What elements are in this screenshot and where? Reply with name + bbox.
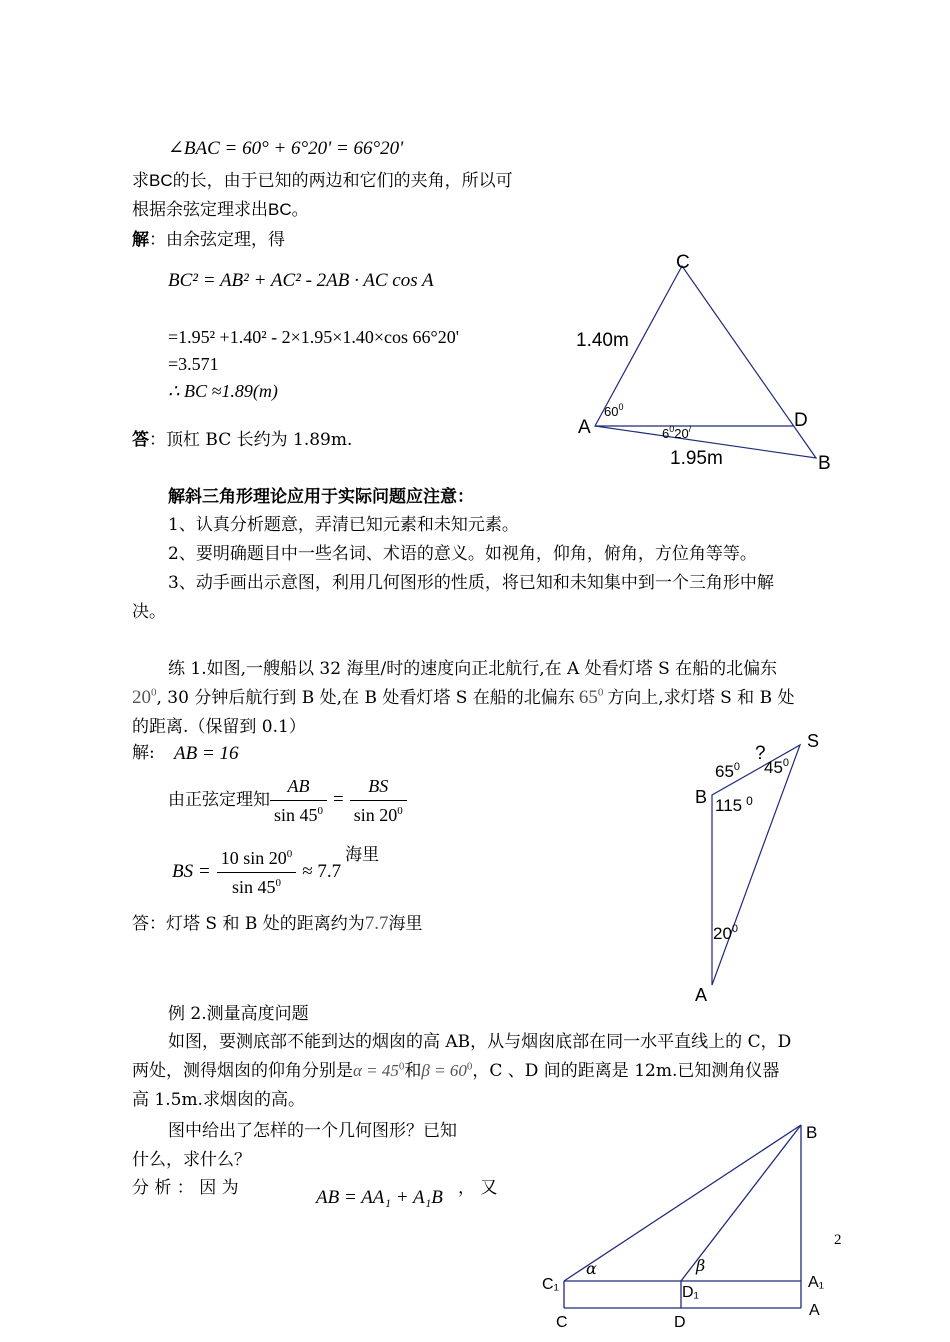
triangle-abc <box>595 266 816 458</box>
angle-equation <box>168 137 403 160</box>
point-a1-label: A₁ <box>808 1274 825 1291</box>
solution-label: 解: <box>132 743 155 763</box>
angle-45-label: $45^0$ <box>764 757 790 777</box>
cosine-law-equation: BC² = AB² + AC² - 2AB · AC cos A <box>168 270 434 291</box>
notes-title: 解斜三角形理论应用于实际问题应注意： <box>168 487 474 506</box>
example-line: 高 1.5m.求烟囱的高。 <box>132 1090 305 1110</box>
bs-approx: ≈ 7.7 <box>302 861 342 882</box>
angle-equation-text: ∠BAC = 60° + 6°20' = 66°20' <box>168 138 404 159</box>
lighthouse-figure <box>685 725 845 1010</box>
alpha-value: $\alpha = 45^0$ <box>353 1060 405 1080</box>
fraction-bs-value: $\frac{10 \sin 20^0}{\sin 45^0}$ <box>217 846 297 899</box>
angle-20: $20^0$ <box>132 686 157 708</box>
point-a-label: A <box>809 1302 820 1319</box>
angle-65: $65^0$ <box>578 686 604 708</box>
example-line: 如图，要测底部不能到达的烟囱的高 AB，从与烟囱底部在同一水平直线上的 C，D <box>168 1032 792 1052</box>
point-d-label: D <box>674 1314 686 1331</box>
angle-d-label: $6^020^/$ <box>662 424 692 441</box>
exercise-line: $20^0$, 30 分钟后航行到 B 处,在 B 处看灯塔 S 在船的北偏东 $65^0$ 方向上,求灯塔 S 和 B 处 <box>132 686 795 708</box>
side-ab-label: 1.95m <box>670 448 723 469</box>
angle-115-label: 115 $^0$ <box>715 794 753 815</box>
solution-label: 解 <box>132 230 149 250</box>
analysis-equation: AB = AA₁ + A₁B <box>316 1187 443 1208</box>
angle-20-label: $20^0$ <box>713 923 739 943</box>
sine-law-label: 由正弦定理知 <box>168 790 270 810</box>
analysis-text: ， 又 <box>458 1178 498 1198</box>
solution-heading <box>132 228 285 252</box>
bs-equation <box>172 843 379 901</box>
note-item: 2、要明确题目中一些名词、术语的意义。如视角，仰角，俯角，方位角等等。 <box>168 544 757 564</box>
vertex-d-label: D <box>794 410 808 431</box>
example-line: 两处，测得烟囱的仰角分别是$\alpha = 45^0$和$\beta = 60^0$，C 、D 间的距离是 12m.已知测角仪器 <box>132 1060 780 1081</box>
point-b-label: B <box>806 1123 818 1142</box>
note-item: 决。 <box>132 602 166 622</box>
beta-value: $\beta = 60^0$ <box>421 1060 473 1080</box>
sine-law-line: 由正弦定理知 $\frac{AB}{\sin 45^0}$ = $\frac{BS}{\sin 20^0}$ <box>168 772 407 828</box>
vertex-c-label: C <box>676 252 690 273</box>
bs-unit: 海里 <box>345 845 380 865</box>
line-c1-b <box>564 1125 801 1281</box>
unknown-angle-label: ? <box>755 743 766 764</box>
vertex-b-label: B <box>818 453 831 474</box>
exercise-line: 练 1.如图,一艘船以 32 海里/时的速度向正北航行,在 A 处看灯塔 S 在船的北偏东 <box>168 659 778 679</box>
calc-line: =3.571 <box>168 354 219 374</box>
vertex-a-label: A <box>578 417 591 438</box>
fraction-ab: $\frac{AB}{\sin 45^0}$ <box>270 774 327 827</box>
point-c-label: C <box>556 1314 568 1331</box>
vertex-s-label: S <box>807 731 820 751</box>
page-number: 2 <box>834 1232 842 1248</box>
point-c1-label: C₁ <box>542 1276 559 1293</box>
fraction-bs: $\frac{BS}{\sin 20^0}$ <box>350 774 407 827</box>
point-d1-label: D₁ <box>682 1284 699 1301</box>
bs-lhs: BS = <box>172 861 211 882</box>
text-line: 求BC的长，由于已知的两边和它们的夹角，所以可 <box>132 171 513 190</box>
note-item: 3、动手画出示意图，利用几何图形的性质，将已知和未知集中到一个三角形中解 <box>168 573 774 593</box>
answer-label: 答 <box>132 430 149 450</box>
example-title: 例 2.测量高度问题 <box>168 1004 309 1024</box>
beta-angle-label: β <box>696 1256 706 1275</box>
answer-text: ：顶杠 BC 长约为 1.89m. <box>149 430 353 450</box>
triangle-abs <box>712 745 800 985</box>
calc-line: =1.95² +1.40² - 2×1.95×1.40×cos 66°20' <box>168 327 459 347</box>
vertex-a-label: A <box>695 985 708 1005</box>
side-ac-label: 1.40m <box>576 330 629 351</box>
text-line: 根据余弦定理求出BC。 <box>132 200 309 219</box>
exercise-answer: 答：灯塔 S 和 B 处的距离约为7.7海里 <box>132 913 423 934</box>
question-line: 什么，求什么？ <box>132 1150 251 1170</box>
analysis-label: 分 析 ： 因 为 <box>132 1178 239 1198</box>
result-line: ∴ BC ≈1.89(m) <box>168 381 278 401</box>
answer-line <box>132 428 352 452</box>
alpha-angle-label: α <box>586 1259 597 1278</box>
question-line: 图中给出了怎样的一个几何图形？已知 <box>168 1121 457 1141</box>
angle-a-label: $60^0$ <box>604 402 624 419</box>
triangle-figure <box>560 240 860 480</box>
ab-equation: AB = 16 <box>174 743 239 764</box>
chimney-figure <box>530 1115 850 1342</box>
solution-text: ：由余弦定理，得 <box>149 230 285 250</box>
exercise-line: 的距离.（保留到 0.1） <box>132 717 306 737</box>
vertex-b-label: B <box>695 787 708 807</box>
angle-65-label: $65^0$ <box>715 761 741 781</box>
note-item: 1、认真分析题意，弄清已知元素和未知元素。 <box>168 515 519 535</box>
